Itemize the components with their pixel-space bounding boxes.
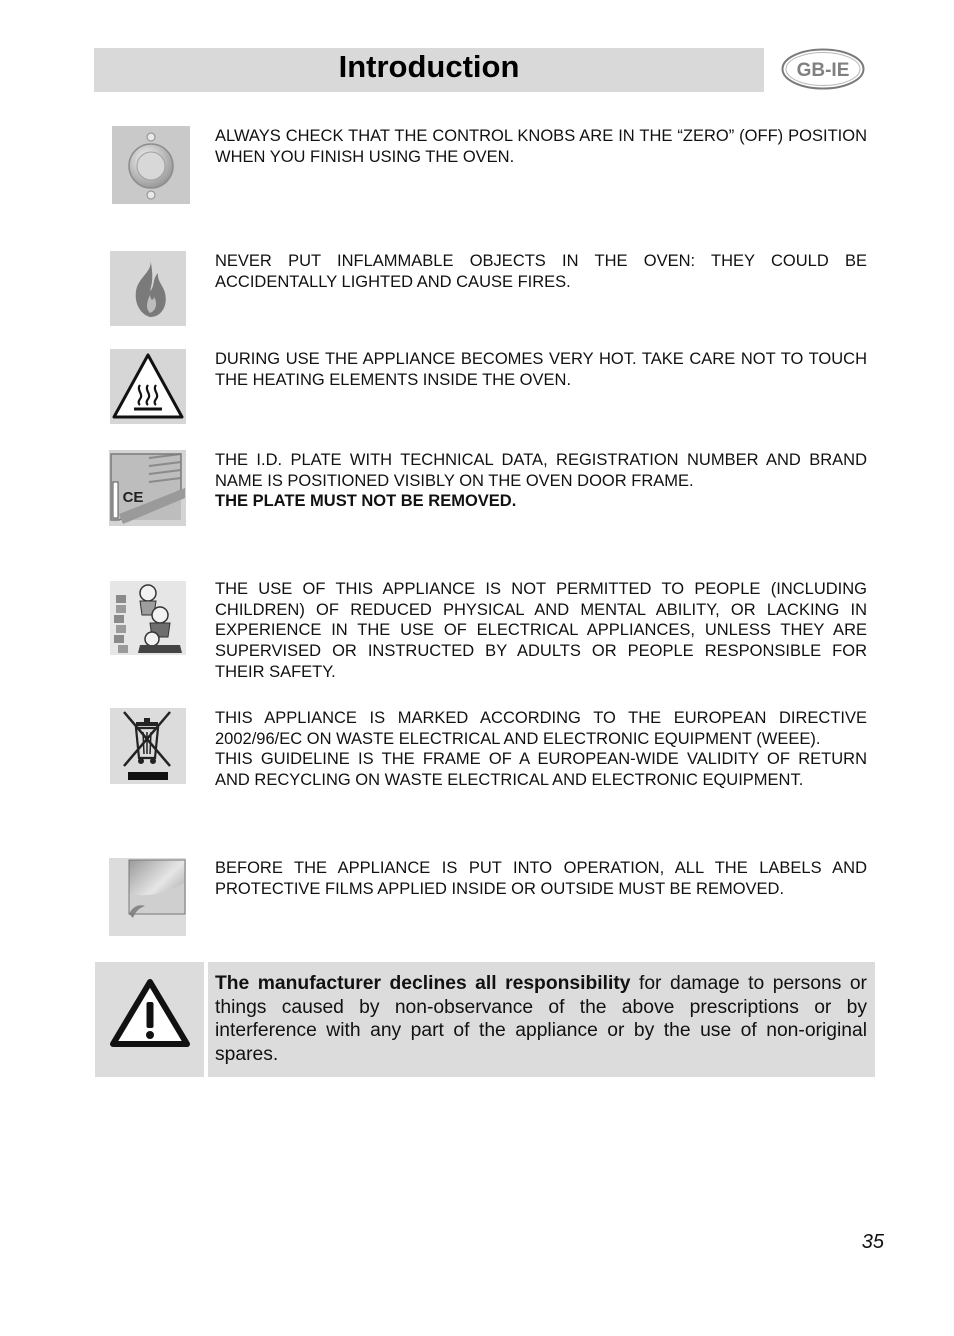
header-bar [94,48,764,92]
warning-text: THE USE OF THIS APPLIANCE IS NOT PERMITTED TO PEOPLE (INCLUDING CHILDREN) OF REDUCED PHYSICAL AND MENTAL ABILITY, OR LACKING IN EXPERIENCE IN THE USE OF ELECTRICAL APPLIANCES, UNLESS THEY ARE SUPERVISED OR INSTRUCTED BY ADULTS OR PEOPLE RESPONSIBLE FOR THEIR SAFETY. [215,580,867,681]
warning-text-block [215,708,867,791]
warning-text-block [215,450,867,512]
id-plate-icon [109,450,186,526]
language-badge [781,48,865,90]
page-number: 35 [861,1231,884,1253]
weee-bin-icon [110,708,186,784]
warning-triangle-icon [95,962,204,1077]
disclaimer-box [95,962,875,1077]
control-knob-icon [112,126,190,204]
page-title: Introduction [338,49,520,84]
warning-text-2: THIS GUIDELINE IS THE FRAME OF A EUROPEAN-WIDE VALIDITY OF RETURN AND RECYCLING ON WASTE ELECTRICAL AND ELECTRONIC EQUIPMENT. [215,750,867,790]
flame-icon [110,251,186,326]
disclaimer-body-text: for damage to persons or things caused by non-observance of the above prescriptions or by interference with any part of the appliance or by the use of non-original spares. [215,973,867,1065]
id-plate-ce-mark: CE [122,489,144,506]
language-badge-label: GB-IE [796,60,850,81]
warning-text: THIS APPLIANCE IS MARKED ACCORDING TO THE EUROPEAN DIRECTIVE 2002/96/EC ON WASTE ELECTRICAL AND ELECTRONIC EQUIPMENT (WEEE). [215,709,867,748]
disclaimer-text [215,972,867,1066]
warning-text: ALWAYS CHECK THAT THE CONTROL KNOBS ARE IN THE “ZERO” (OFF) POSITION WHEN YOU FINISH USING THE OVEN. [215,127,867,166]
disclaimer-text-cell [208,962,875,1077]
disclaimer-icon-cell [95,962,204,1077]
hot-surface-warning-icon [110,349,186,424]
disclaimer-bold-text: The manufacturer declines all responsibility [215,973,631,994]
warning-text: DURING USE THE APPLIANCE BECOMES VERY HOT. TAKE CARE NOT TO TOUCH THE HEATING ELEMENTS INSIDE THE OVEN. [215,350,867,389]
protective-film-icon [109,858,186,936]
warning-bold-text: THE PLATE MUST NOT BE REMOVED. [215,492,517,511]
warning-text: BEFORE THE APPLIANCE IS PUT INTO OPERATION, ALL THE LABELS AND PROTECTIVE FILMS APPLIED INSIDE OR OUTSIDE MUST BE REMOVED. [215,859,867,898]
children-icon [110,581,186,655]
warning-text: THE I.D. PLATE WITH TECHNICAL DATA, REGISTRATION NUMBER AND BRAND NAME IS POSITIONED VISIBLY ON THE OVEN DOOR FRAME. [215,451,867,490]
warning-text: NEVER PUT INFLAMMABLE OBJECTS IN THE OVEN: THEY COULD BE ACCIDENTALLY LIGHTED AND CAUSE FIRES. [215,252,867,291]
